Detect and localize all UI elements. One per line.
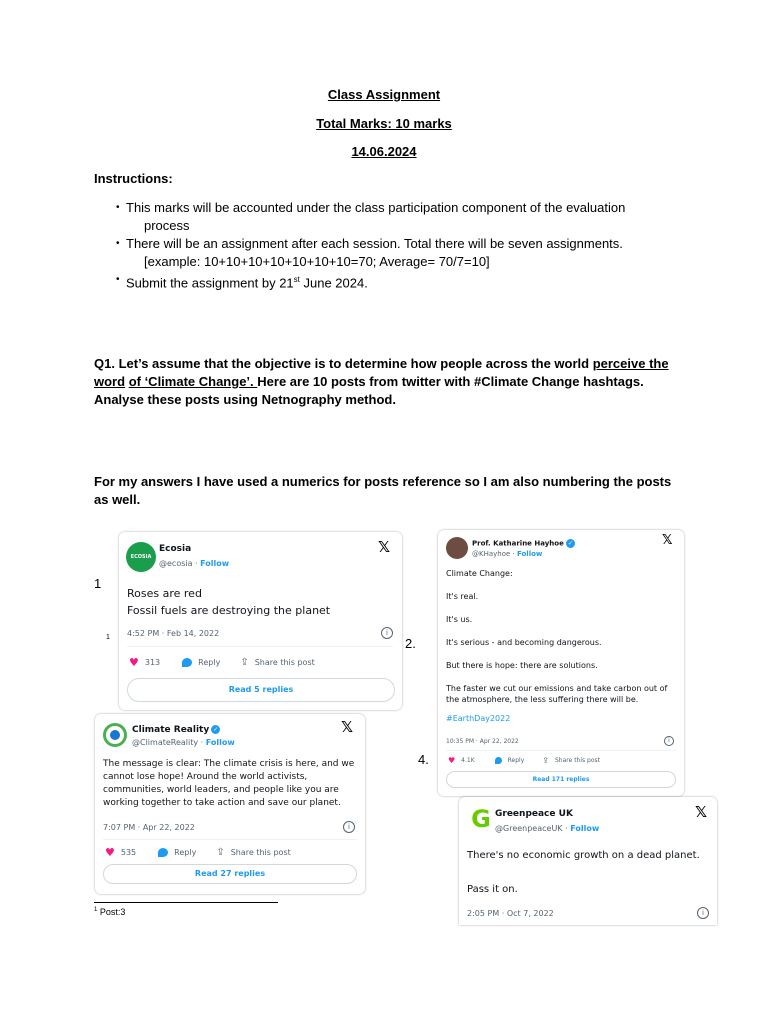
like-count: 4.1K <box>461 757 475 764</box>
tweet-actions <box>129 656 315 669</box>
follow-link[interactable]: Follow <box>517 550 543 558</box>
divider <box>103 839 357 840</box>
tweet-actions <box>105 846 291 859</box>
instruction-item: • This marks will be accounted under the class participation component of the evaluation process <box>116 199 676 235</box>
answer-note: For my answers I have used a numerics for posts reference so I am also numbering the posts as well. <box>94 474 672 507</box>
total-marks: Total Marks: 10 marks <box>316 116 452 131</box>
tweet-text: There's no economic growth on a dead planet. Pass it on. <box>467 850 700 895</box>
like-count: 535 <box>120 848 137 857</box>
info-icon[interactable]: i <box>664 736 674 746</box>
tweet-card-greenpeace <box>459 797 717 925</box>
verified-icon: ✓ <box>213 726 219 733</box>
author-handle: @ClimateReality · Follow <box>132 738 235 747</box>
tweet-text: Climate Change: It's real. It's us. It's serious - and becoming dangerous. But there is hope: there are solutions. The faster we cut our emissions and take carbon out of the atmosphere, the less suffering there will be. #EarthDay2022 <box>446 568 678 724</box>
author-name: Greenpeace UK <box>495 809 573 819</box>
hashtag-link[interactable]: #EarthDay2022 <box>446 714 511 723</box>
footnote: $^1$ Post:3 <box>94 907 126 917</box>
x-logo-icon: 𝕏 <box>378 538 391 556</box>
tweet-card-ecosia <box>119 532 402 710</box>
instruction-item: • There will be an assignment after each session. Total there will be seven assignments. [example: 10+10+10+10+10+10+10=70; Average= 70/7=10] <box>116 235 676 271</box>
tweet-actions <box>448 756 600 765</box>
instruction-item: • Submit the assignment by 21st June 2024. <box>116 271 676 292</box>
x-logo-icon: 𝕏 <box>695 803 708 821</box>
follow-link[interactable]: Follow <box>200 559 230 568</box>
author-handle: @KHayhoe · Follow <box>472 550 543 558</box>
avatar: ECOSIA <box>126 542 156 572</box>
assignment-title: Class Assignment <box>327 87 441 102</box>
heart-icon[interactable]: ♥ <box>129 656 139 669</box>
divider <box>446 750 676 751</box>
post-footnote-ref: 1 <box>106 634 110 641</box>
post-number-2: 2. <box>405 636 416 651</box>
reply-icon[interactable] <box>182 658 192 667</box>
reply-button[interactable]: Reply <box>198 658 221 667</box>
author-name: Climate Reality ✓ <box>132 725 219 735</box>
greenpeace-logo-icon: G <box>467 805 495 833</box>
like-count: 313 <box>144 658 161 667</box>
post-number-4: 4. <box>418 752 429 767</box>
heart-icon[interactable]: ♥ <box>105 846 115 859</box>
avatar <box>103 723 127 747</box>
heart-icon[interactable]: ♥ <box>448 756 456 765</box>
reply-icon[interactable] <box>158 848 168 857</box>
instructions-heading: Instructions: <box>94 171 173 186</box>
info-icon[interactable]: i <box>381 627 393 639</box>
tweet-timestamp: 4:52 PM · Feb 14, 2022 <box>127 629 220 638</box>
verified-icon: ✓ <box>567 540 573 547</box>
read-replies-button[interactable]: Read 5 replies <box>127 678 395 702</box>
author-name: Prof. Katharine Hayhoe ✓ <box>472 539 573 548</box>
tweet-timestamp: 2:05 PM · Oct 7, 2022 <box>467 909 554 918</box>
tweet-text: Roses are red Fossil fuels are destroying the planet <box>127 587 331 617</box>
assignment-date: 14.06.2024 <box>351 144 417 159</box>
footnote-rule <box>94 902 278 903</box>
share-icon[interactable]: ⇪ <box>240 657 249 668</box>
author-handle: @ecosia · Follow <box>159 559 230 568</box>
follow-link[interactable]: Follow <box>570 824 600 833</box>
avatar <box>446 537 468 559</box>
x-logo-icon: 𝕏 <box>341 718 354 736</box>
read-replies-button[interactable]: Read 27 replies <box>103 864 357 884</box>
share-button[interactable]: Share this post <box>554 757 601 764</box>
read-replies-button[interactable]: Read 171 replies <box>446 771 676 788</box>
author-name: Ecosia <box>159 544 192 554</box>
instructions-list <box>116 199 676 292</box>
info-icon[interactable]: i <box>343 821 355 833</box>
tweet-card-climate-reality <box>95 714 365 894</box>
tweet-text: The message is clear: The climate crisis is here, and we cannot lose hope! Around the world activists, communities, world leaders, and people like you are working together to take action and save our planet. <box>103 759 355 808</box>
author-handle: @GreenpeaceUK · Follow <box>495 824 600 833</box>
share-button[interactable]: Share this post <box>254 658 315 667</box>
reply-button[interactable]: Reply <box>174 848 197 857</box>
divider <box>127 646 393 647</box>
info-icon[interactable]: i <box>697 907 709 919</box>
x-logo-icon: 𝕏 <box>662 533 673 548</box>
share-icon[interactable]: ⇪ <box>542 756 549 765</box>
post-number-1: 1 <box>94 576 102 591</box>
reply-icon[interactable] <box>495 757 502 764</box>
question-text: Q1. Let’s assume that the objective is to determine how people across the world perceive the word of ‘Climate Change’. Here are 10 posts from twitter with #Climate Change hashtags. Analyse these posts using Netnography method. <box>94 356 669 407</box>
share-button[interactable]: Share this post <box>230 848 291 857</box>
tweet-card-hayhoe <box>438 530 684 796</box>
follow-link[interactable]: Follow <box>205 738 235 747</box>
tweet-timestamp: 7:07 PM · Apr 22, 2022 <box>103 823 195 832</box>
share-icon[interactable]: ⇪ <box>216 847 225 858</box>
reply-button[interactable]: Reply <box>507 757 525 764</box>
tweet-timestamp: 10:35 PM · Apr 22, 2022 <box>446 738 519 745</box>
